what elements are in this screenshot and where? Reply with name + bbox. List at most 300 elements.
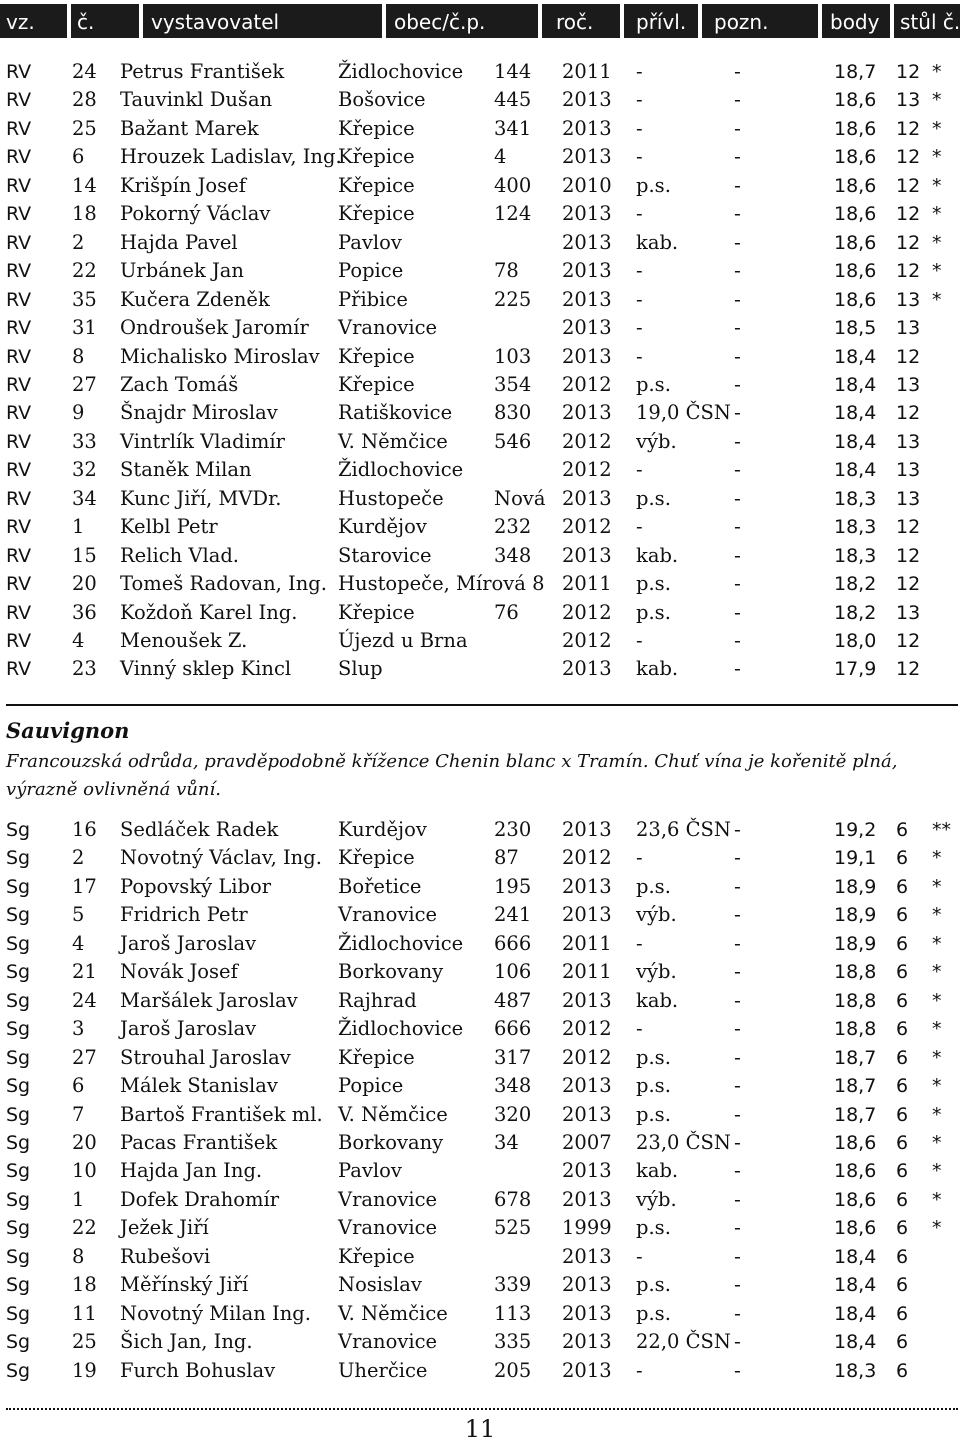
- attribute: -: [636, 1017, 643, 1041]
- entry-number: 8: [72, 344, 85, 368]
- house-number: 339: [494, 1273, 532, 1297]
- table-number: 13: [896, 459, 921, 482]
- table-number: 6: [896, 1018, 909, 1041]
- table-number: 12: [896, 231, 921, 254]
- vintage: 2012: [562, 600, 612, 624]
- village: Židlochovice: [338, 458, 464, 482]
- village: Křepice: [338, 116, 415, 140]
- note: -: [734, 1160, 741, 1183]
- points: 18,4: [834, 1245, 877, 1268]
- note: -: [734, 373, 741, 396]
- village: Křepice: [338, 173, 415, 197]
- entry-number: 21: [72, 960, 97, 984]
- note: -: [734, 601, 741, 624]
- note: -: [734, 174, 741, 197]
- entry-number: 20: [72, 1130, 97, 1154]
- house-number: 225: [494, 287, 532, 311]
- points: 18,9: [834, 932, 877, 955]
- variety-code: RV: [6, 601, 32, 624]
- attribute: p.s.: [636, 874, 671, 898]
- house-number: 241: [494, 903, 532, 927]
- table-number: 13: [896, 601, 921, 624]
- village: Židlochovice: [338, 60, 464, 83]
- note: -: [734, 345, 741, 368]
- table-row: [0, 485, 960, 513]
- vintage: 2013: [562, 988, 612, 1012]
- table-row: [0, 627, 960, 655]
- vintage: 2013: [562, 88, 612, 112]
- points: 18,6: [834, 1131, 877, 1154]
- rating-mark: *: [932, 961, 942, 984]
- table-number: 13: [896, 430, 921, 453]
- attribute: kab.: [636, 230, 679, 254]
- table-number: 12: [896, 117, 921, 140]
- attribute: výb.: [636, 429, 677, 453]
- variety-code: RV: [6, 89, 32, 112]
- village: V. Němčice: [338, 429, 448, 453]
- rating-mark: *: [932, 1160, 942, 1183]
- exhibitor-name: Michalisko Miroslav: [120, 344, 320, 368]
- attribute: 19,0 ČSN: [636, 401, 731, 425]
- house-number: 34: [494, 1130, 519, 1154]
- table-row: [0, 987, 960, 1015]
- attribute: 23,0 ČSN: [636, 1130, 731, 1154]
- table-number: 6: [896, 1103, 909, 1126]
- points: 18,7: [834, 1046, 877, 1069]
- exhibitor-name: Pokorný Václav: [120, 202, 271, 226]
- variety-code: RV: [6, 402, 32, 425]
- village: Kurdějov: [338, 818, 427, 841]
- village: Slup: [338, 657, 383, 681]
- rating-mark: *: [932, 1018, 942, 1041]
- note: -: [734, 288, 741, 311]
- exhibitor-name: Maršálek Jaroslav: [120, 988, 298, 1012]
- table-number: 6: [896, 875, 909, 898]
- vintage: 2013: [562, 903, 612, 927]
- note: -: [734, 1302, 741, 1325]
- variety-code: RV: [6, 288, 32, 311]
- vintage: 2013: [562, 230, 612, 254]
- points: 18,6: [834, 174, 877, 197]
- village: Hustopeče, Mírová 8: [338, 572, 545, 596]
- exhibitor-name: Koždoň Karel Ing.: [120, 600, 298, 624]
- house-number: 830: [494, 401, 532, 425]
- table-number: 6: [896, 1359, 909, 1382]
- points: 18,4: [834, 430, 877, 453]
- attribute: -: [636, 458, 643, 482]
- house-number: 87: [494, 846, 519, 870]
- vintage: 2013: [562, 145, 612, 169]
- note: -: [734, 459, 741, 482]
- village: Starovice: [338, 543, 432, 567]
- exhibitor-name: Jaroš Jaroslav: [120, 931, 257, 955]
- vintage: 2013: [562, 259, 612, 283]
- exhibitor-name: Kunc Jiří, MVDr.: [120, 486, 282, 510]
- village: Křepice: [338, 1045, 415, 1069]
- exhibitor-name: Hrouzek Ladislav, Ing.: [120, 145, 342, 169]
- table-row: [0, 570, 960, 598]
- table-number: 12: [896, 146, 921, 169]
- header-poznamka: pozn.: [702, 4, 818, 38]
- village: Uherčice: [338, 1358, 428, 1382]
- variety-code: RV: [6, 317, 32, 340]
- entry-number: 18: [72, 1273, 97, 1297]
- vintage: 2013: [562, 543, 612, 567]
- village: Vranovice: [338, 316, 438, 340]
- table-number: 12: [896, 174, 921, 197]
- note: -: [734, 961, 741, 984]
- note: -: [734, 1046, 741, 1069]
- attribute: 22,0 ČSN: [636, 1330, 731, 1354]
- rating-mark: *: [932, 1103, 942, 1126]
- attribute: p.s.: [636, 486, 671, 510]
- variety-code: Sg: [6, 847, 31, 870]
- village: Nosislav: [338, 1273, 422, 1297]
- house-number: 666: [494, 931, 532, 955]
- village: Křepice: [338, 145, 415, 169]
- exhibitor-name: Šnajdr Miroslav: [120, 401, 278, 425]
- exhibitor-name: Novotný Milan Ing.: [120, 1301, 311, 1325]
- exhibitor-name: Krišpín Josef: [120, 173, 246, 197]
- header-vz: vz.: [0, 4, 67, 38]
- rating-mark: **: [932, 819, 951, 841]
- village: Borkovany: [338, 960, 444, 984]
- village: Křepice: [338, 344, 415, 368]
- points: 19,1: [834, 847, 877, 870]
- entry-number: 32: [72, 458, 97, 482]
- variety-code: Sg: [6, 1245, 31, 1268]
- entry-number: 33: [72, 429, 97, 453]
- table-row: [0, 200, 960, 228]
- exhibitor-name: Hajda Jan Ing.: [120, 1159, 263, 1183]
- points: 18,7: [834, 1075, 877, 1098]
- vintage: 2012: [562, 429, 612, 453]
- attribute: -: [636, 202, 643, 226]
- entry-number: 27: [72, 1045, 97, 1069]
- attribute: -: [636, 1358, 643, 1382]
- note: -: [734, 203, 741, 226]
- table-number: 6: [896, 904, 909, 927]
- village: Bořetice: [338, 874, 422, 898]
- variety-code: RV: [6, 146, 32, 169]
- vintage: 2012: [562, 1017, 612, 1041]
- entry-number: 28: [72, 88, 97, 112]
- house-number: 320: [494, 1102, 532, 1126]
- attribute: p.s.: [636, 1273, 671, 1297]
- table-row: [0, 1328, 960, 1356]
- table-row: [0, 428, 960, 456]
- note: -: [734, 1075, 741, 1098]
- variety-code: RV: [6, 430, 32, 453]
- variety-code: Sg: [6, 1046, 31, 1069]
- exhibitor-name: Tomeš Radovan, Ing.: [120, 572, 327, 596]
- points: 18,2: [834, 573, 877, 596]
- table-number: 13: [896, 317, 921, 340]
- note: -: [734, 904, 741, 927]
- entry-number: 5: [72, 903, 85, 927]
- note: -: [734, 402, 741, 425]
- house-number: 144: [494, 60, 532, 83]
- entry-number: 22: [72, 1216, 97, 1240]
- table-number: 13: [896, 487, 921, 510]
- rating-mark: *: [932, 904, 942, 927]
- table-row: [0, 844, 960, 872]
- table-row: [0, 655, 960, 683]
- entry-number: 19: [72, 1358, 97, 1382]
- village: Újezd u Brna: [338, 629, 468, 652]
- table-number: 12: [896, 203, 921, 226]
- entry-number: 18: [72, 202, 97, 226]
- table-row: [0, 513, 960, 541]
- entry-number: 23: [72, 657, 97, 681]
- table-row: [0, 1186, 960, 1214]
- table-row: [0, 257, 960, 285]
- variety-code: RV: [6, 174, 32, 197]
- table-number: 12: [896, 573, 921, 596]
- table-number: 12: [896, 345, 921, 368]
- points: 18,7: [834, 1103, 877, 1126]
- note: -: [734, 1217, 741, 1240]
- village: V. Němčice: [338, 1301, 448, 1325]
- table-number: 12: [896, 402, 921, 425]
- village: Vranovice: [338, 1330, 438, 1354]
- village: Pavlov: [338, 1159, 402, 1183]
- note: -: [734, 430, 741, 453]
- points: 18,0: [834, 630, 877, 652]
- village: Křepice: [338, 846, 415, 870]
- points: 18,4: [834, 345, 877, 368]
- exhibitor-name: Popovský Libor: [120, 874, 272, 898]
- table-number: 6: [896, 1160, 909, 1183]
- exhibitor-name: Zach Tomáš: [120, 372, 239, 396]
- entry-number: 31: [72, 316, 97, 340]
- village: Kurdějov: [338, 515, 427, 539]
- house-number: 354: [494, 372, 532, 396]
- table-number: 6: [896, 1245, 909, 1268]
- table-row: [0, 958, 960, 986]
- attribute: -: [636, 259, 643, 283]
- entry-number: 35: [72, 287, 97, 311]
- footer-dotted-line: [6, 1408, 958, 1410]
- table-row: [0, 1129, 960, 1157]
- points: 18,6: [834, 1188, 877, 1211]
- village: Rajhrad: [338, 988, 417, 1012]
- points: 18,6: [834, 117, 877, 140]
- village: Křepice: [338, 1244, 415, 1268]
- village: Vranovice: [338, 903, 438, 927]
- attribute: p.s.: [636, 1045, 671, 1069]
- variety-code: Sg: [6, 1018, 31, 1041]
- vintage: 2013: [562, 1301, 612, 1325]
- variety-code: RV: [6, 658, 32, 681]
- vintage: 2012: [562, 515, 612, 539]
- house-number: 525: [494, 1216, 532, 1240]
- attribute: 23,6 ČSN: [636, 818, 731, 841]
- table-row: [0, 172, 960, 200]
- exhibitor-name: Novotný Václav, Ing.: [120, 846, 322, 870]
- variety-code: Sg: [6, 1274, 31, 1297]
- entry-number: 4: [72, 629, 85, 652]
- attribute: kab.: [636, 657, 679, 681]
- variety-code: Sg: [6, 932, 31, 955]
- exhibitor-name: Bartoš František ml.: [120, 1102, 323, 1126]
- note: -: [734, 317, 741, 340]
- table-row: [0, 1214, 960, 1242]
- rating-mark: *: [932, 146, 942, 169]
- points: 18,5: [834, 317, 877, 340]
- entry-number: 3: [72, 1017, 85, 1041]
- house-number: 232: [494, 515, 532, 539]
- vintage: 2013: [562, 202, 612, 226]
- exhibitor-name: Urbánek Jan: [120, 259, 244, 283]
- column-header-bar: [0, 0, 960, 42]
- table-row: [0, 1157, 960, 1185]
- attribute: -: [636, 145, 643, 169]
- points: 18,4: [834, 373, 877, 396]
- village: Popice: [338, 259, 404, 283]
- exhibitor-name: Rubešovi: [120, 1244, 211, 1268]
- exhibitor-name: Relich Vlad.: [120, 543, 239, 567]
- entry-number: 6: [72, 1074, 85, 1098]
- attribute: -: [636, 316, 643, 340]
- note: -: [734, 1018, 741, 1041]
- points: 18,6: [834, 89, 877, 112]
- rating-mark: *: [932, 61, 942, 83]
- village: Přibice: [338, 287, 408, 311]
- house-number: 124: [494, 202, 532, 226]
- entry-number: 1: [72, 515, 85, 539]
- note: -: [734, 61, 741, 83]
- house-number: 195: [494, 874, 532, 898]
- rating-mark: *: [932, 203, 942, 226]
- table-row: [0, 1044, 960, 1072]
- entry-number: 4: [72, 931, 85, 955]
- variety-code: RV: [6, 231, 32, 254]
- rating-mark: *: [932, 117, 942, 140]
- exhibitor-name: Pacas František: [120, 1130, 278, 1154]
- table-row: [0, 399, 960, 427]
- vintage: 2012: [562, 846, 612, 870]
- vintage: 2013: [562, 874, 612, 898]
- variety-code: Sg: [6, 989, 31, 1012]
- village: Židlochovice: [338, 1017, 464, 1041]
- note: -: [734, 117, 741, 140]
- section-title: Sauvignon: [6, 718, 130, 743]
- entry-number: 22: [72, 259, 97, 283]
- rating-mark: *: [932, 288, 942, 311]
- attribute: p.s.: [636, 572, 671, 596]
- vintage: 2010: [562, 173, 612, 197]
- exhibitor-name: Kelbl Petr: [120, 515, 218, 539]
- rating-mark: *: [932, 1217, 942, 1240]
- vintage: 2013: [562, 287, 612, 311]
- note: -: [734, 658, 741, 681]
- points: 18,8: [834, 989, 877, 1012]
- rating-mark: *: [932, 1046, 942, 1069]
- house-number: 348: [494, 1074, 532, 1098]
- vintage: 2013: [562, 1273, 612, 1297]
- variety-code: Sg: [6, 819, 31, 841]
- variety-code: RV: [6, 630, 32, 652]
- note: -: [734, 146, 741, 169]
- points: 18,6: [834, 1160, 877, 1183]
- entry-number: 6: [72, 145, 85, 169]
- attribute: -: [636, 344, 643, 368]
- variety-code: RV: [6, 459, 32, 482]
- variety-code: RV: [6, 260, 32, 283]
- house-number: 205: [494, 1358, 532, 1382]
- table-number: 6: [896, 1131, 909, 1154]
- village: Borkovany: [338, 1130, 444, 1154]
- table-number: 6: [896, 1274, 909, 1297]
- exhibitor-name: Kučera Zdeněk: [120, 287, 270, 311]
- village: Vranovice: [338, 1216, 438, 1240]
- exhibitor-name: Vinný sklep Kincl: [120, 657, 292, 681]
- vintage: 1999: [562, 1216, 612, 1240]
- variety-code: Sg: [6, 1217, 31, 1240]
- table-row: [0, 314, 960, 342]
- vintage: 2013: [562, 116, 612, 140]
- vintage: 2013: [562, 657, 612, 681]
- table-row: [0, 1271, 960, 1299]
- table-row: [0, 1101, 960, 1129]
- entry-number: 24: [72, 988, 97, 1012]
- header-obec: obec/č.p.: [386, 4, 538, 38]
- village: Popice: [338, 1074, 404, 1098]
- vintage: 2012: [562, 1045, 612, 1069]
- rating-mark: *: [932, 847, 942, 870]
- note: -: [734, 1274, 741, 1297]
- vintage: 2013: [562, 486, 612, 510]
- table-row: [0, 456, 960, 484]
- table-row: [0, 58, 960, 86]
- table-row: [0, 371, 960, 399]
- note: -: [734, 819, 741, 841]
- variety-code: Sg: [6, 1160, 31, 1183]
- rating-mark: *: [932, 875, 942, 898]
- village: Židlochovice: [338, 931, 464, 955]
- exhibitor-name: Strouhal Jaroslav: [120, 1045, 291, 1069]
- exhibitor-name: Tauvinkl Dušan: [120, 88, 273, 112]
- house-number: 666: [494, 1017, 532, 1041]
- attribute: -: [636, 116, 643, 140]
- attribute: -: [636, 629, 643, 652]
- vintage: 2011: [562, 931, 612, 955]
- variety-code: Sg: [6, 1331, 31, 1354]
- attribute: výb.: [636, 960, 677, 984]
- table-row: [0, 343, 960, 371]
- entry-number: 36: [72, 600, 97, 624]
- points: 18,3: [834, 516, 877, 539]
- attribute: kab.: [636, 988, 679, 1012]
- attribute: kab.: [636, 1159, 679, 1183]
- table-row: [0, 1300, 960, 1328]
- vintage: 2013: [562, 1358, 612, 1382]
- header-vystavovatel: vystavovatel: [143, 4, 382, 38]
- points: 18,4: [834, 459, 877, 482]
- village: V. Němčice: [338, 1102, 448, 1126]
- village: Ratiškovice: [338, 401, 453, 425]
- vintage: 2011: [562, 960, 612, 984]
- variety-code: RV: [6, 487, 32, 510]
- variety-code: RV: [6, 61, 32, 83]
- entry-number: 17: [72, 874, 97, 898]
- variety-code: Sg: [6, 1359, 31, 1382]
- header-rocnik: roč.: [542, 4, 620, 38]
- attribute: -: [636, 931, 643, 955]
- table-number: 6: [896, 1331, 909, 1354]
- note: -: [734, 231, 741, 254]
